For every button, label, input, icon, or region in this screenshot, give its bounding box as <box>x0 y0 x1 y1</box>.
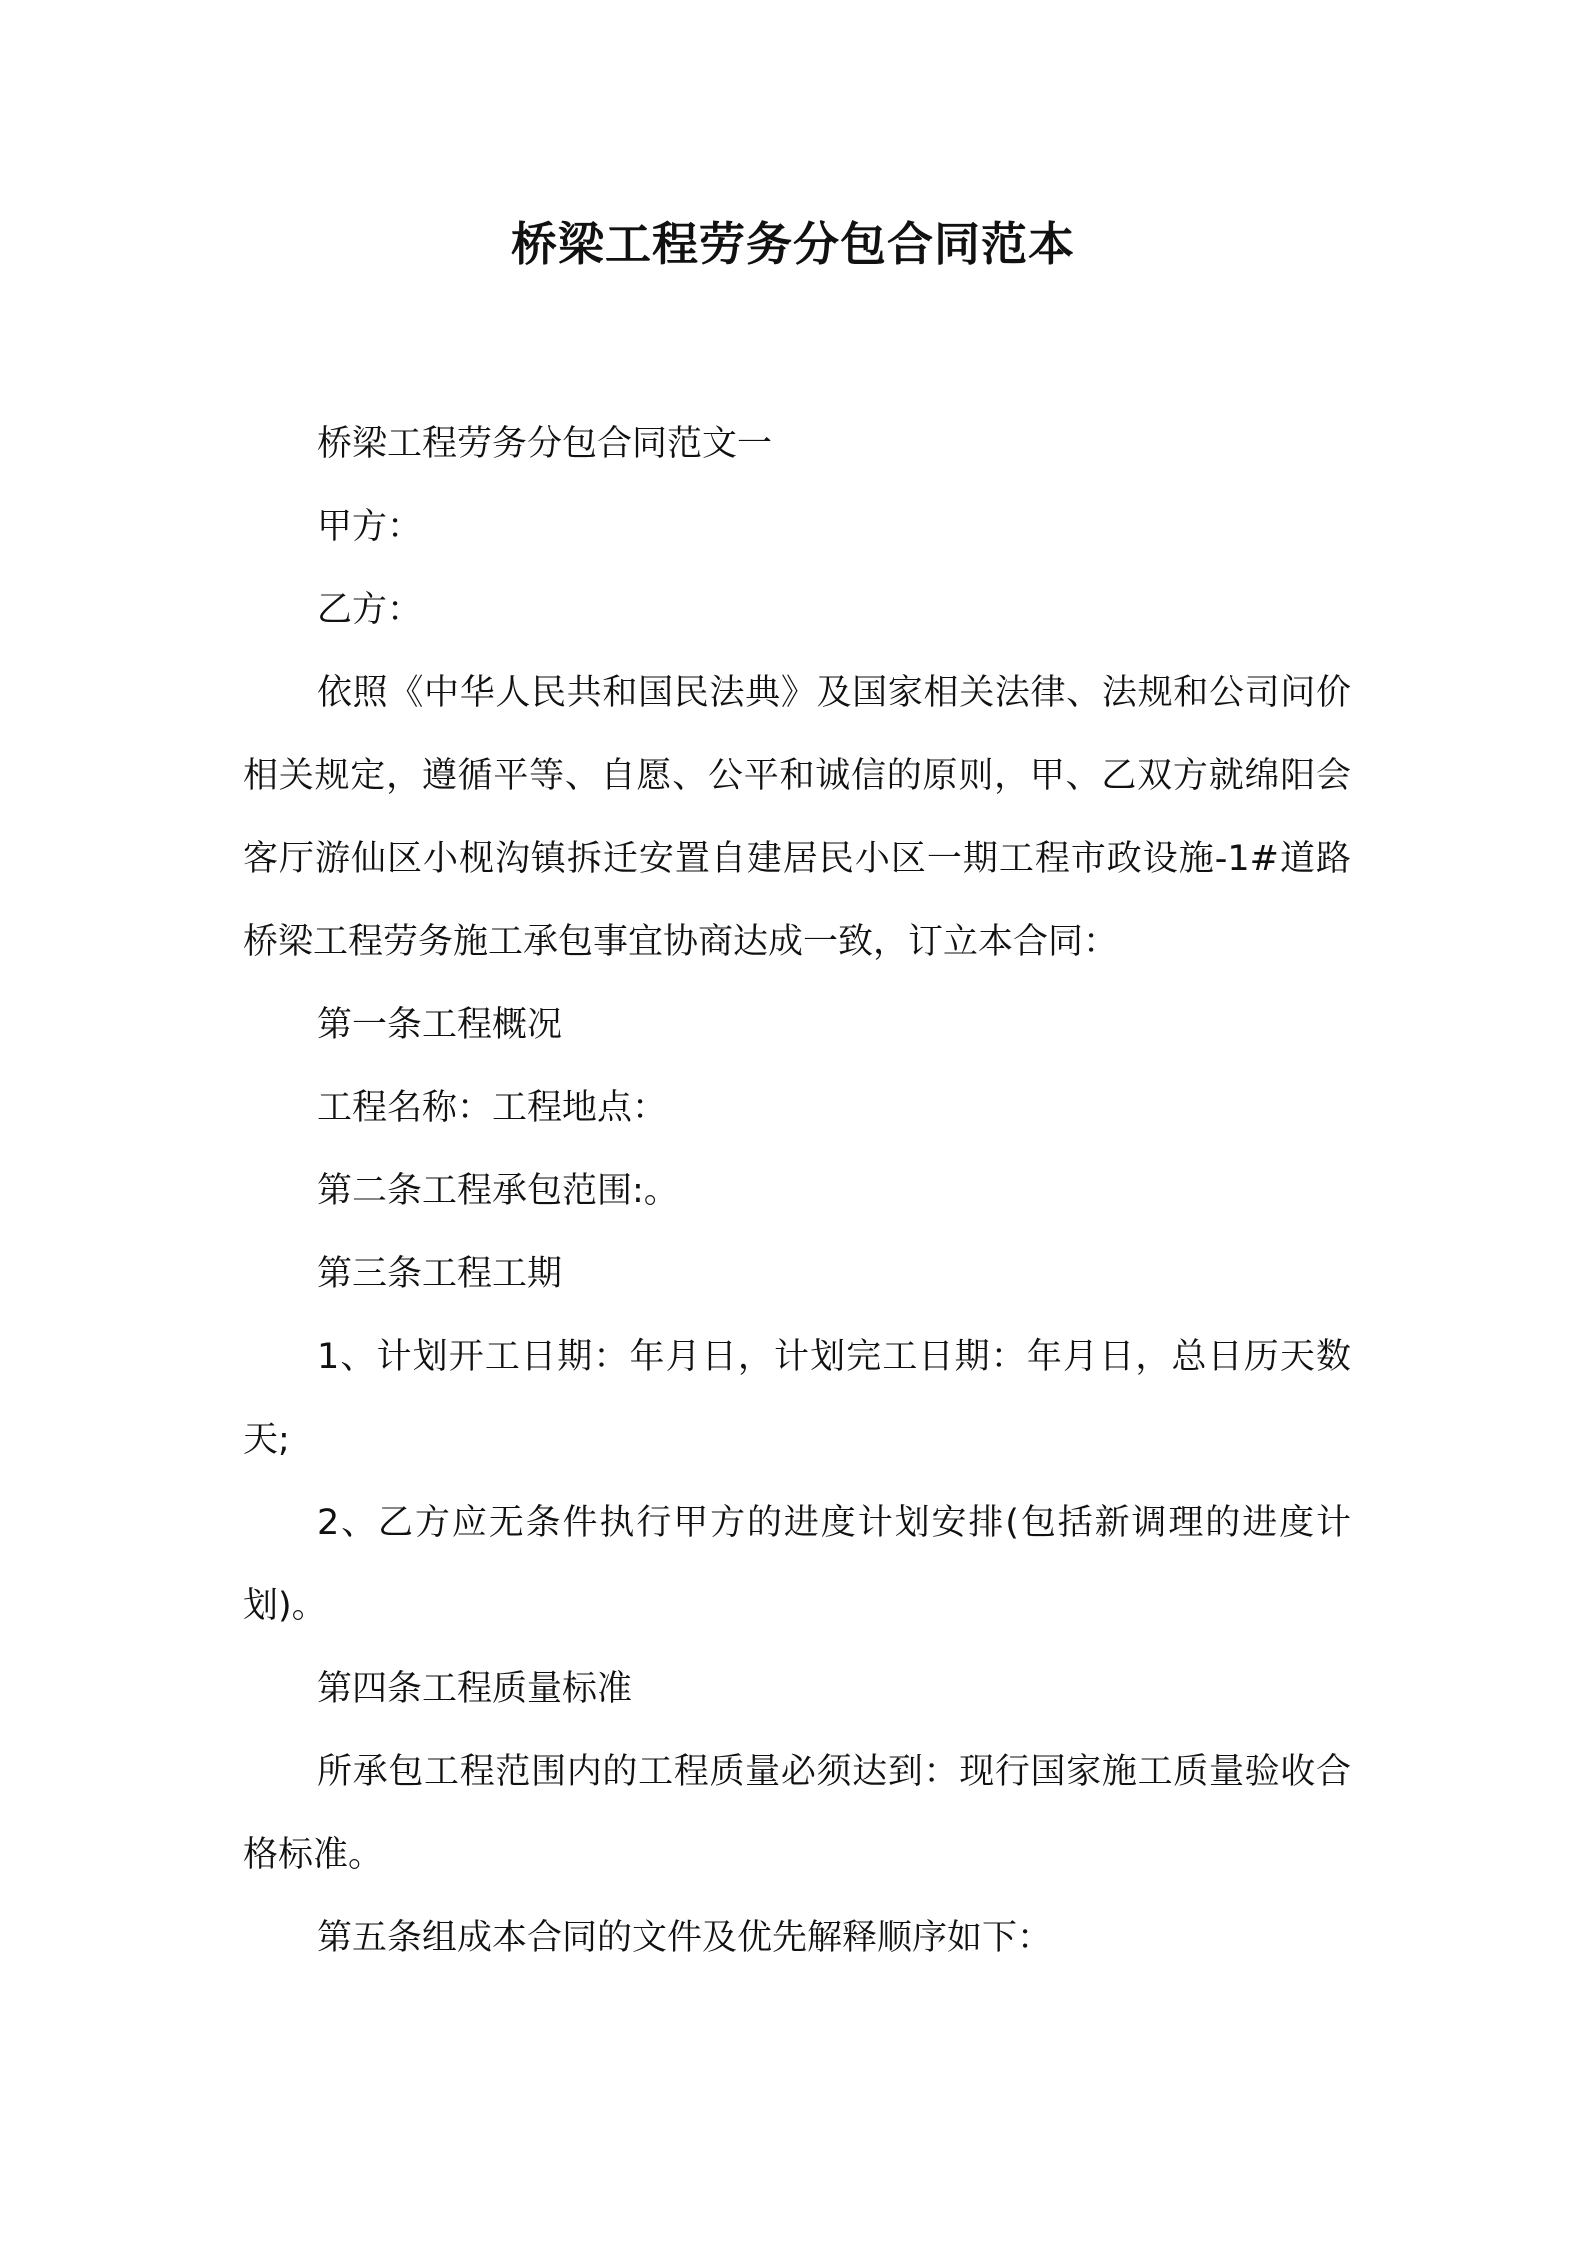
document-body <box>243 403 1351 1980</box>
paragraph-preamble: 依照《中华人民共和国民法典》及国家相关法律、法规和公司问价相关规定，遵循平等、自愿、公平和诚信的原则，甲、乙双方就绵阳会客厅游仙区小枧沟镇拆迁安置自建居民小区一期工程市政设施-1#道路桥梁工程劳务施工承包事宜协商达成一致，订立本合同： <box>243 673 1351 962</box>
paragraph-schedule-2: 2、乙方应无条件执行甲方的进度计划安排(包括新调理的进度计划)。 <box>243 1503 1351 1626</box>
paragraph-party-b: 乙方： <box>317 590 423 630</box>
paragraph-article-3: 第三条工程工期 <box>317 1254 563 1294</box>
document-title: 桥梁工程劳务分包合同范本 <box>511 217 1075 271</box>
paragraph-article-2: 第二条工程承包范围:。 <box>317 1171 679 1211</box>
paragraph-article-4: 第四条工程质量标准 <box>317 1669 633 1709</box>
paragraph-party-a: 甲方： <box>317 507 423 547</box>
paragraph-article-1: 第一条工程概况 <box>317 1005 563 1045</box>
paragraph-schedule-1: 1、计划开工日期：年月日，计划完工日期：年月日，总日历天数天; <box>243 1337 1351 1460</box>
paragraph-project-name: 工程名称：工程地点： <box>317 1088 668 1128</box>
paragraph-subtitle: 桥梁工程劳务分包合同范文一 <box>317 424 773 464</box>
paragraph-article-5: 第五条组成本合同的文件及优先解释顺序如下： <box>317 1918 1053 1958</box>
paragraph-quality: 所承包工程范围内的工程质量必须达到：现行国家施工质量验收合格标准。 <box>243 1752 1351 1875</box>
